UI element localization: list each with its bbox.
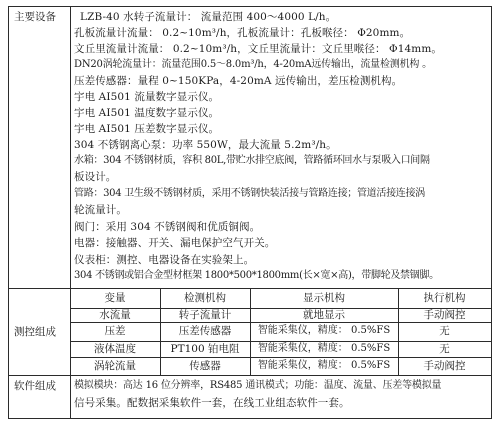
equipment-line: 水箱：304 不锈钢材质，容积 80L,带贮水排空底阀，管路循环回水与泵吸入口间隔 — [74, 155, 430, 166]
software-line: 信号采集。配数据采集软件一套，在线工业组态软件一套。 — [74, 397, 350, 409]
equipment-line: 文丘里流量计流量： 0.2~10m³/h，文丘里流量计：文丘里喉径： Φ14mm。 — [74, 43, 442, 55]
table-cell: 压差传感器 — [178, 325, 232, 337]
table-cell: 智能采集仪，精度： 0.5%FS — [257, 360, 391, 371]
equipment-line: 管路：304 卫生级不锈钢材质，采用不锈钢快装活接与管路连接；管道活接连接涡 — [74, 188, 425, 199]
table-cell: 智能采集仪，精度： 0.5%FS — [257, 325, 391, 336]
equipment-line: 板设计。 — [74, 171, 117, 183]
equipment-line: 孔板流量计流量： 0.2~10m³/h，孔板流量计：孔板喉径： Φ20mm。 — [74, 27, 411, 39]
table-cell: 涡轮流量 — [94, 360, 136, 372]
table-cell: 水流量 — [99, 309, 131, 321]
table-cell: 压差 — [104, 325, 126, 337]
table-cell: 智能采集仪，精度： 0.5%FS — [257, 343, 391, 354]
table-cell: 传感器 — [189, 360, 221, 372]
table-cell: 无 — [439, 325, 450, 337]
main-equipment-label: 主要设备 — [14, 11, 56, 23]
table-cell: PT100 铂电阻 — [170, 343, 240, 355]
equipment-line: LZB-40 水转子流量计： 流量范围 400～4000 L/h。 — [80, 11, 337, 23]
subtable-header-detection: 检测机构 — [184, 292, 226, 304]
equipment-line: DN20涡轮流量计：流量范围0.5～8.0m³/h，4-20mA远传输出，流量检测机构 。 — [74, 59, 432, 70]
table-cell: 就地显示 — [303, 309, 345, 321]
equipment-line: 宇电 AI501 压差数字显示仪。 — [74, 123, 220, 135]
equipment-line: 宇电 AI501 流量数字显示仪。 — [74, 91, 220, 103]
table-right-border — [491, 6, 492, 419]
subtable-header-variable: 变量 — [104, 292, 126, 304]
table-cell: 手动阀控 — [423, 309, 466, 321]
table-top-border — [8, 6, 492, 7]
table-bottom-border — [8, 418, 492, 419]
subtable-header-actuator: 执行机构 — [423, 292, 466, 304]
measurement-control-label: 测控组成 — [14, 326, 56, 338]
software-label: 软件组成 — [14, 380, 56, 392]
table-cell: 手动阀控 — [423, 360, 466, 372]
subtable-header-display: 显示机构 — [303, 292, 345, 304]
equipment-line: 仪表柜：测控、电器设备在实验架上。 — [74, 254, 255, 266]
equipment-line: 电器：接触器、开关、漏电保护空气开关。 — [74, 237, 276, 249]
table-cell: 液体温度 — [94, 343, 136, 355]
table-cell: 无 — [439, 343, 450, 355]
table-cell: 转子流量计 — [178, 309, 232, 321]
software-line: 模拟模块：高达 16 位分辨率，RS485 通讯模式；功能：温度、流量、压差等模拟量 — [74, 380, 442, 391]
equipment-line: 轮流量计。 — [74, 204, 127, 216]
equipment-line: 304 不锈钢离心泵：功率 550W，最大流量 5.2m³/h。 — [74, 139, 337, 151]
equipment-line: 压差传感器：量程 0~150KPa，4-20mA 远传输出，差压检测机构。 — [74, 75, 403, 87]
equipment-line: 304 不锈钢或铝合金型材框架 1800*500*1800mm(长×宽×高)，带脚轮及禁锢脚。 — [74, 270, 439, 281]
equipment-line: 宇电 AI501 温度数字显示仪。 — [74, 107, 220, 119]
equipment-line: 阀门：采用 304 不锈钢阀和优质铜阀。 — [74, 221, 261, 233]
table-left-border — [8, 6, 9, 419]
